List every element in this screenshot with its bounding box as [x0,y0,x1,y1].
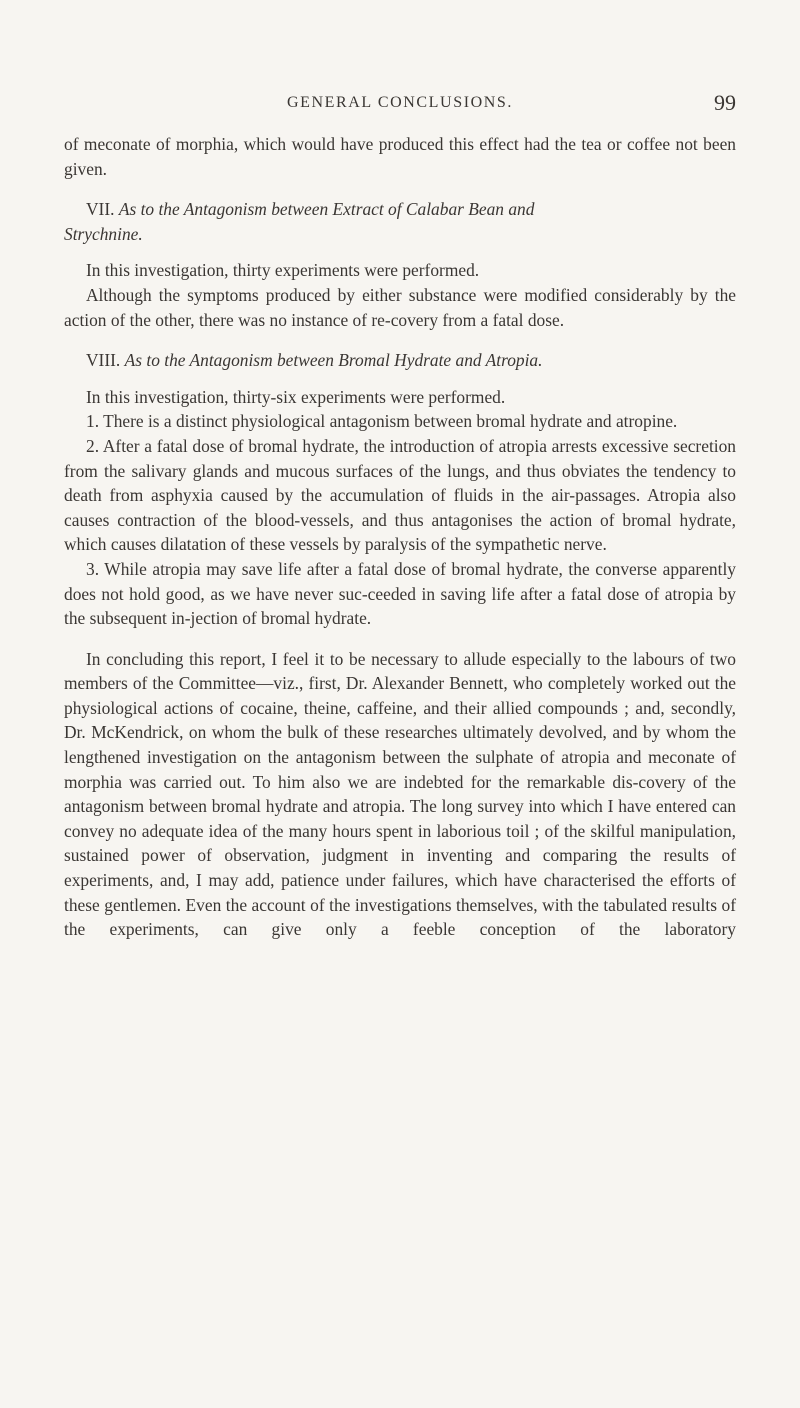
section-viii-item-2: 2. After a fatal dose of bromal hydrate, the introduction of atropia arrests excessive secretion from the salivary glands and mucous surfaces of the lungs, and thus obviates the tendency to death from asphyxia caused by the accumulation of fluids in the air-passages. Atropia also causes contraction of the blood-vessels, and thus antagonises the action of bromal hydrate, which causes dilatation of these vessels by paralysis of the sympathetic nerve. [64,435,736,555]
section-vii-title-line2: Strychnine. [64,223,143,244]
section-vii-paragraph-1: In this investigation, thirty experiments were performed. [86,260,480,281]
section-vii-heading [64,197,736,222]
section-viii-item-1: 1. There is a distinct physiological antagonism between bromal hydrate and atropine. [86,411,678,432]
section-viii-number: VIII. [86,350,121,371]
body-text [64,132,736,942]
section-viii-heading [64,348,736,373]
section-viii-title: As to the Antagonism between Bromal Hydrate and Atropia. [124,350,543,371]
section-viii-item-3: 3. While atropia may save life after a fatal dose of bromal hydrate, the converse apparently does not hold good, as we have never suc-ceeded in saving life after a fatal dose of atropia by the subsequent in-jection of bromal hydrate. [64,558,736,629]
page-number: 99 [714,90,736,115]
section-vii-title: As to the Antagonism between Extract of Calabar Bean and [118,199,535,220]
running-head [64,86,736,118]
section-vii-number: VII. [86,199,115,220]
section-vii-paragraph-2: Although the symptoms produced by either substance were modified considerably by the action of the other, there was no instance of re-covery from a fatal dose. [64,284,736,330]
section-viii-paragraph-1: In this investigation, thirty-six experiments were performed. [86,386,506,407]
paragraph-continuation: of meconate of morphia, which would have produced this effect had the tea or coffee not been given. [64,134,736,179]
running-title: GENERAL CONCLUSIONS. [286,94,514,111]
conclusion-paragraph: In concluding this report, I feel it to be necessary to allude especially to the labours of two members of the Committee—viz., first, Dr. Alexander Bennett, who completely worked out the physiological actions of cocaine, theine, caffeine, and their allied compounds ; and, secondly, Dr. McKendrick, on whom the bulk of these researches ultimately devolved, and by whom the lengthened investigation on the antagonism between the sulphate of atropia and meconate of morphia was carried out. To him also we are indebted for the remarkable dis-covery of the antagonism between bromal hydrate and atropia. The long survey into which I have entered can convey no adequate idea of the many hours spent in laborious toil ; of the skilful manipulation, sustained power of observation, judgment in inventing and comparing the results of experiments, and, I may add, patience under failures, which have characterised the efforts of these gentlemen. Even the account of the investigations themselves, with the tabulated results of the experiments, can give only a feeble conception of the laboratory [64,648,736,940]
